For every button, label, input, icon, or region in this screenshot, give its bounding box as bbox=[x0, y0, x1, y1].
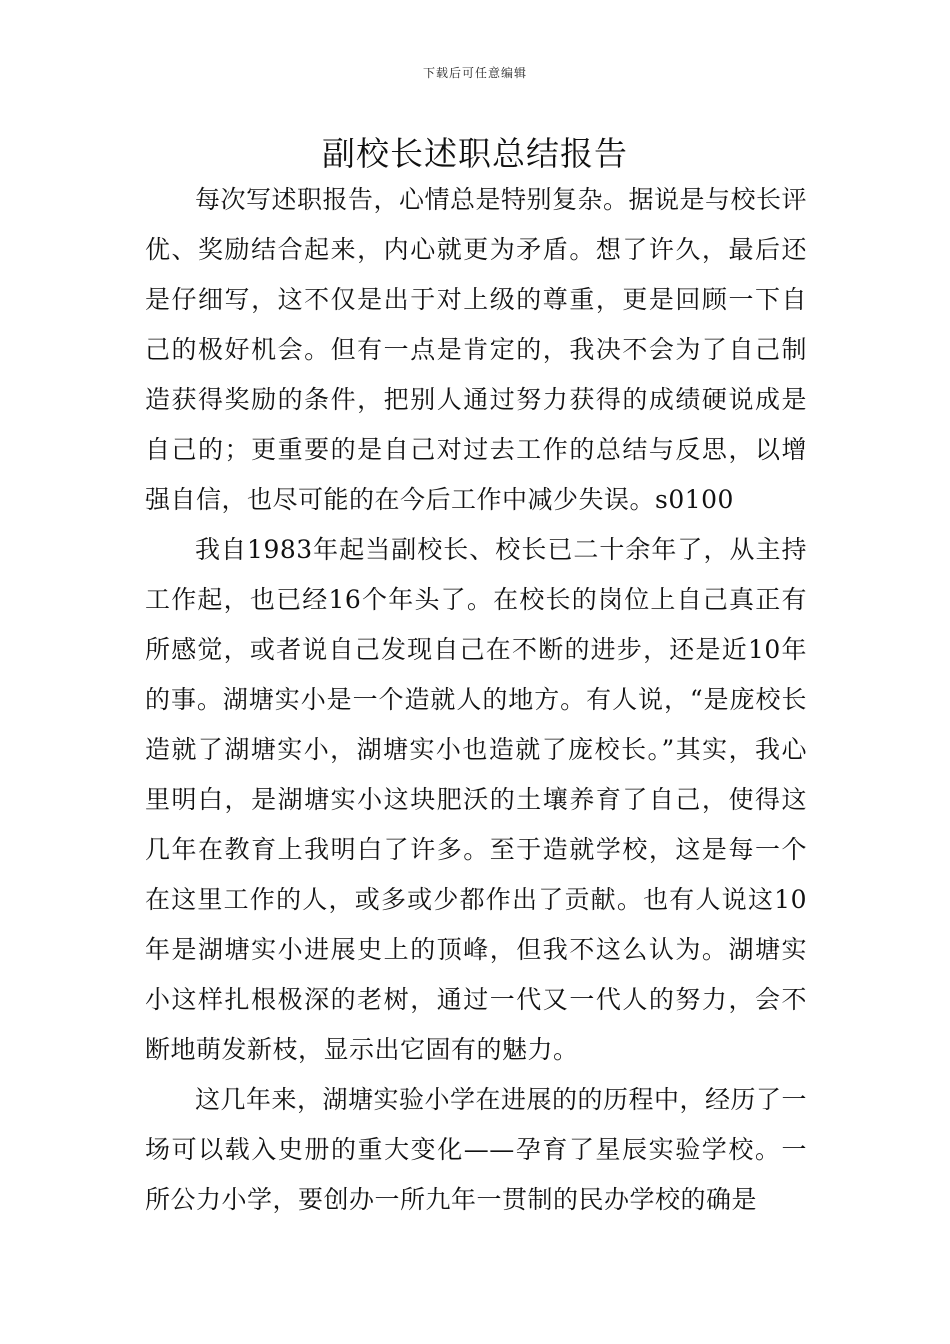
page-header-note: 下载后可任意编辑 bbox=[422, 66, 527, 80]
paragraph-1: 每次写述职报告，心情总是特别复杂。据说是与校长评优、奖励结合起来，内心就更为矛盾。想了许久，最后还是仔细写，这不仅是出于对上级的尊重，更是回顾一下自己的极好机会。但有一点是肯定的，我决不会为了自己制造获得奖励的条件，把别人通过努力获得的成绩硬说成是自己的；更重要的是自己对过去工作的总结与反思，以增强自信，也尽可能的在今后工作中减少失误。s0100 bbox=[145, 185, 808, 514]
paragraph-3: 这几年来，湖塘实验小学在进展的的历程中，经历了一场可以载入史册的重大变化——孕育了星辰实验学校。一所公力小学，要创办一所九年一贯制的民办学校的确是 bbox=[145, 1085, 808, 1214]
document-title: 副校长述职总结报告 bbox=[322, 134, 628, 173]
paragraph-2: 我自1983年起当副校长、校长已二十余年了，从主持工作起，也已经16个年头了。在校长的岗位上自己真正有所感觉，或者说自己发现自己在不断的进步，还是近10年的事。湖塘实小是一个造就人的地方。有人说，“是庞校长造就了湖塘实小，湖塘实小也造就了庞校长。”其实，我心里明白，是湖塘实小这块肥沃的土壤养育了自己，使得这几年在教育上我明白了许多。至于造就学校，这是每一个在这里工作的人，或多或少都作出了贡献。也有人说这10年是湖塘实小进展史上的顶峰，但我不这么认为。湖塘实小这样扎根极深的老树，通过一代又一代人的努力，会不断地萌发新枝，显示出它固有的魅力。 bbox=[145, 535, 807, 1064]
document-body bbox=[145, 175, 807, 1225]
